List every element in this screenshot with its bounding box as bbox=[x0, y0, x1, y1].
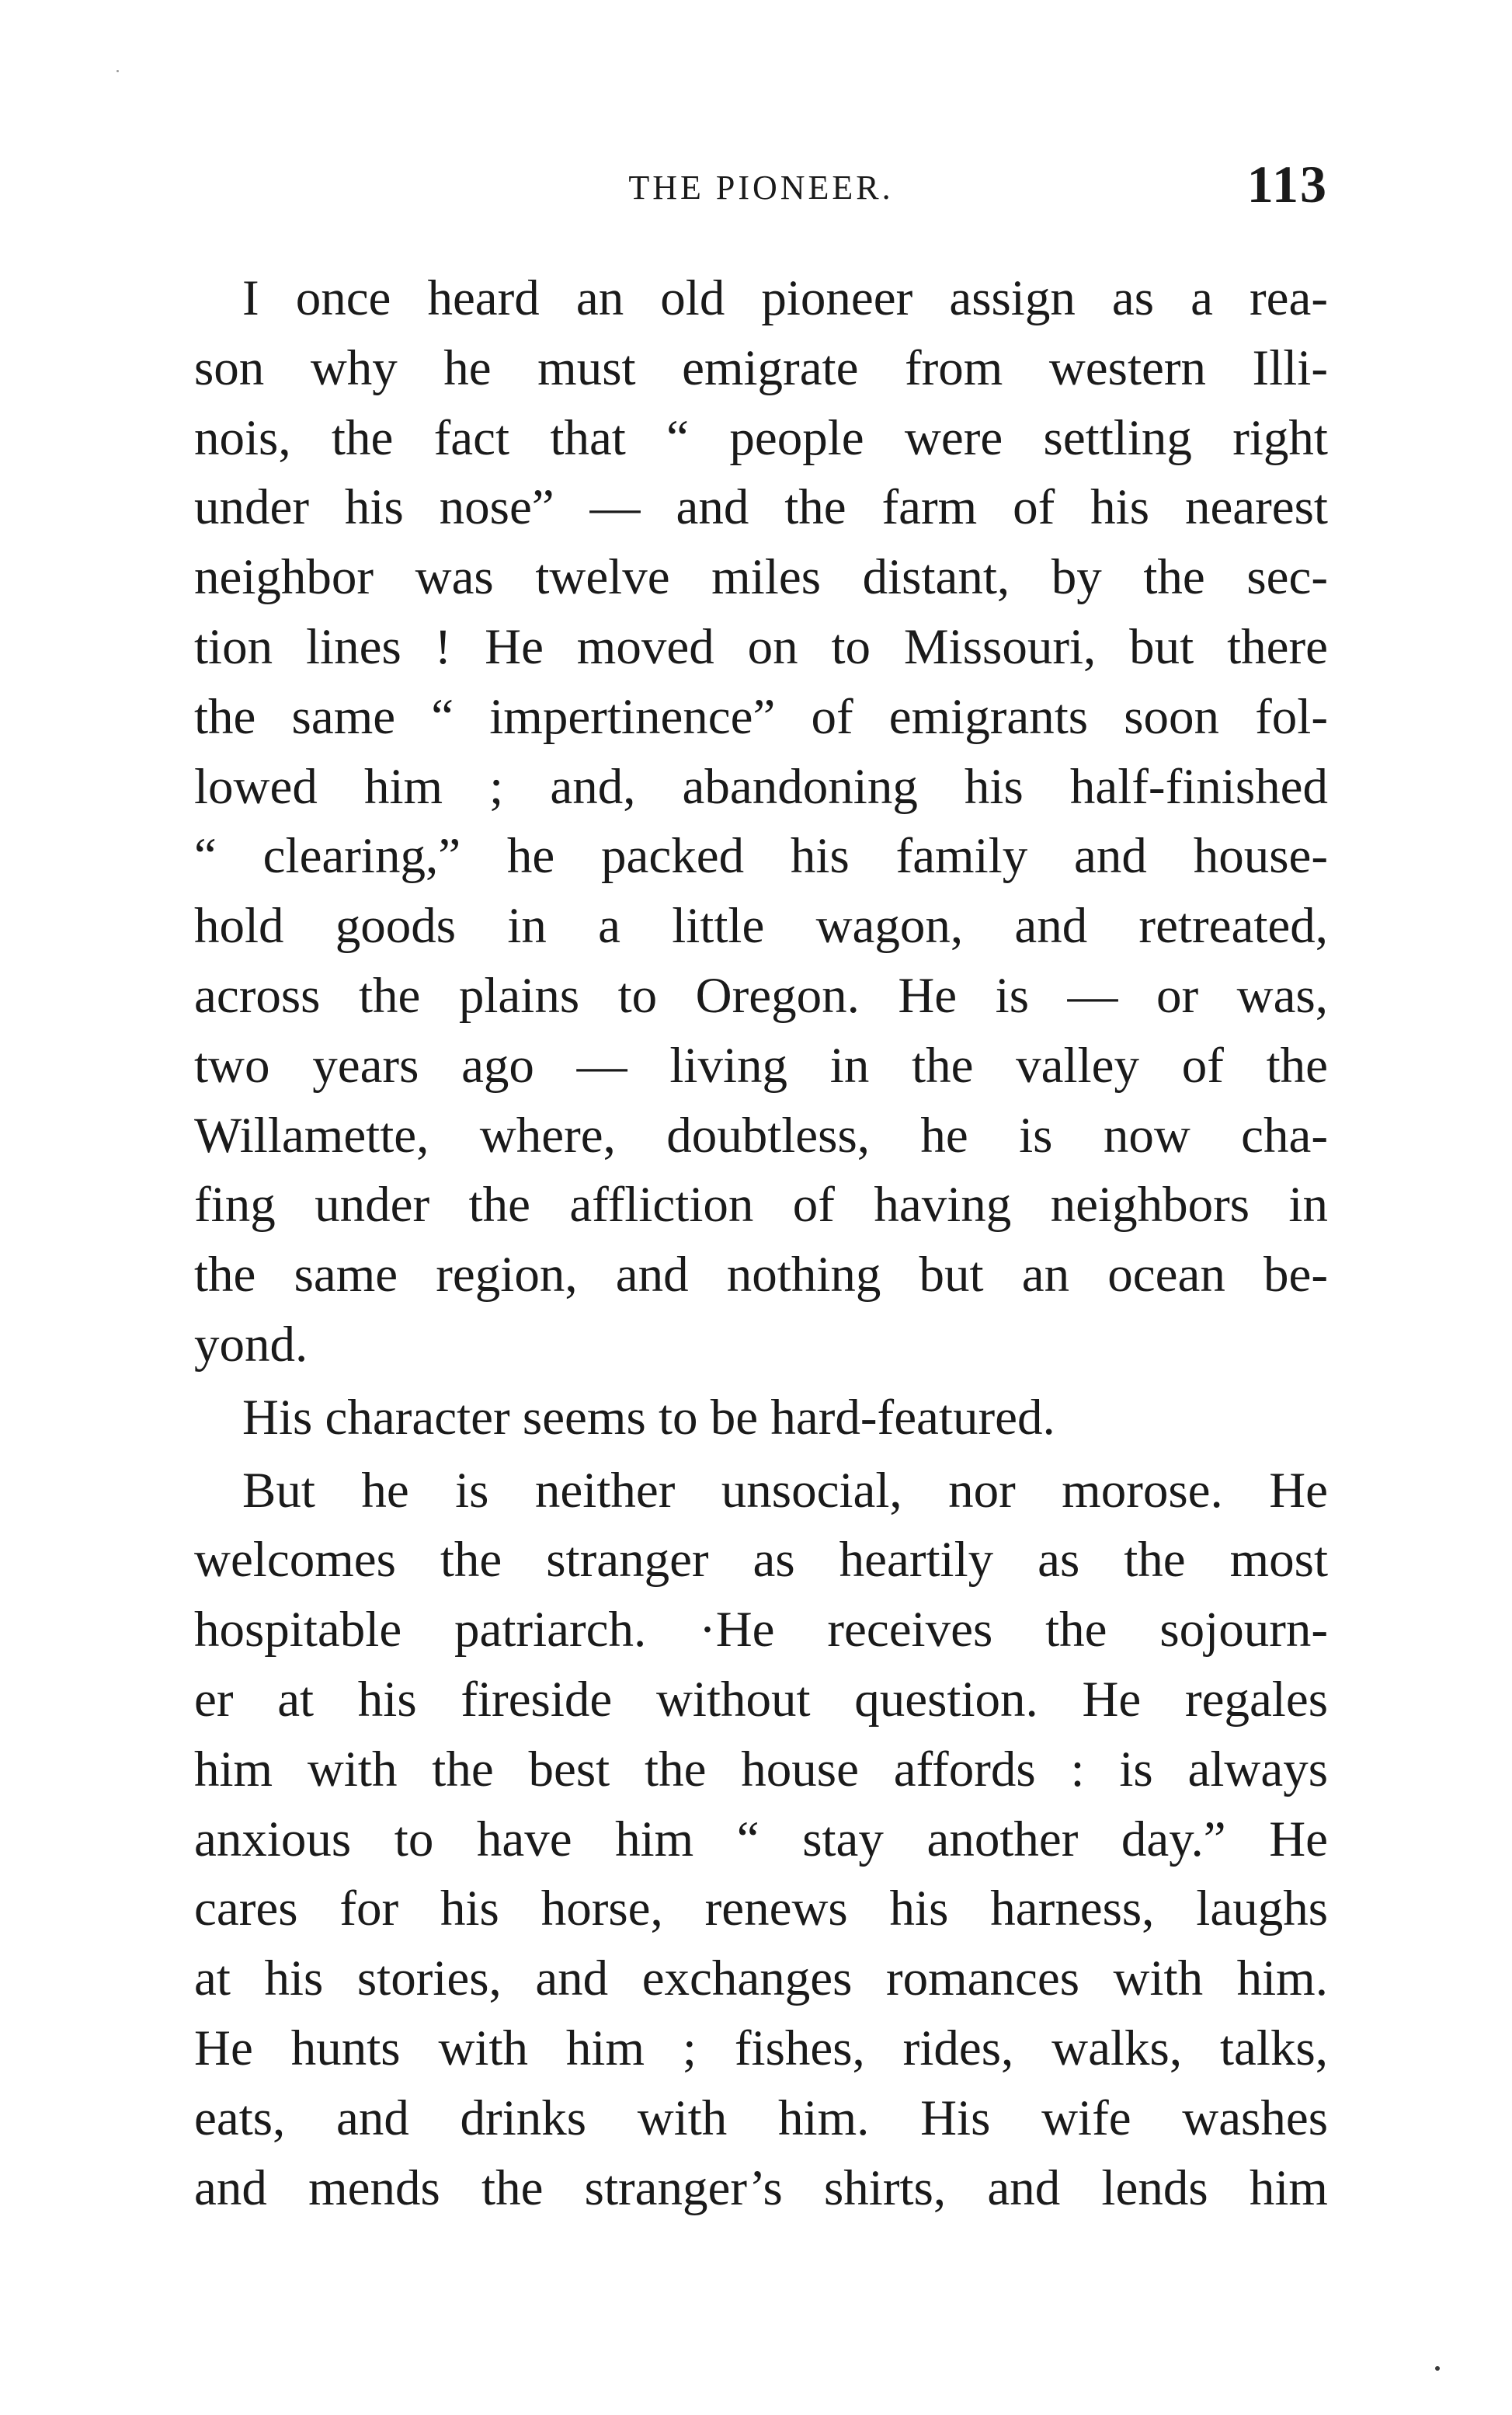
page-number: 113 bbox=[1246, 155, 1328, 214]
text-line: Willamette, where, doubtless, he is now cha- bbox=[194, 1107, 1328, 1164]
text-line: two years ago — living in the valley of the bbox=[194, 1037, 1328, 1094]
text-line: er at his fireside without question. He regales bbox=[194, 1671, 1328, 1728]
text-line: anxious to have him “ stay another day.” He bbox=[194, 1811, 1328, 1867]
text-line: “ clearing,” he packed his family and house- bbox=[194, 828, 1328, 885]
text-line: the same region, and nothing but an ocean be- bbox=[194, 1247, 1328, 1303]
running-title: THE PIONEER. bbox=[628, 169, 894, 207]
text-line: hospitable patriarch. ·He receives the sojourn- bbox=[194, 1602, 1328, 1658]
body-text bbox=[194, 264, 1328, 2223]
text-line: son why he must emigrate from western Illi- bbox=[194, 339, 1328, 396]
text-line: hold goods in a little wagon, and retreated, bbox=[194, 898, 1328, 955]
text-line: fing under the affliction of having neighbors in bbox=[194, 1177, 1328, 1234]
text-line: eats, and drinks with him. His wife washes bbox=[194, 2090, 1328, 2146]
text-line: neighbor was twelve miles distant, by the sec- bbox=[194, 549, 1328, 606]
text-line: yond. bbox=[194, 1316, 308, 1373]
running-head bbox=[194, 154, 1328, 224]
text-line: the same “ impertinence” of emigrants soon fol- bbox=[194, 688, 1328, 745]
ink-speck bbox=[1435, 2366, 1440, 2371]
text-line: under his nose” — and the farm of his nearest bbox=[194, 479, 1328, 536]
text-line: I once heard an old pioneer assign as a rea- bbox=[242, 270, 1328, 326]
text-line: welcomes the stranger as heartily as the most bbox=[194, 1532, 1328, 1589]
text-line: and mends the stranger’s shirts, and lends him bbox=[194, 2159, 1328, 2216]
text-line: nois, the fact that “ people were settling right bbox=[194, 409, 1328, 466]
text-line: His character seems to be hard-featured. bbox=[242, 1389, 1055, 1446]
text-line: But he is neither unsocial, nor morose. He bbox=[242, 1462, 1328, 1519]
text-line: at his stories, and exchanges romances with him. bbox=[194, 1950, 1328, 2007]
text-line: tion lines ! He moved on to Missouri, but there bbox=[194, 618, 1328, 675]
text-line: him with the best the house affords : is always bbox=[194, 1741, 1328, 1797]
text-line: across the plains to Oregon. He is — or was, bbox=[194, 967, 1328, 1024]
ink-speck bbox=[116, 70, 119, 72]
text-line: lowed him ; and, abandoning his half-finished bbox=[194, 758, 1328, 815]
text-line: He hunts with him ; fishes, rides, walks, talks, bbox=[194, 2020, 1328, 2076]
text-line: cares for his horse, renews his harness, laughs bbox=[194, 1881, 1328, 1937]
